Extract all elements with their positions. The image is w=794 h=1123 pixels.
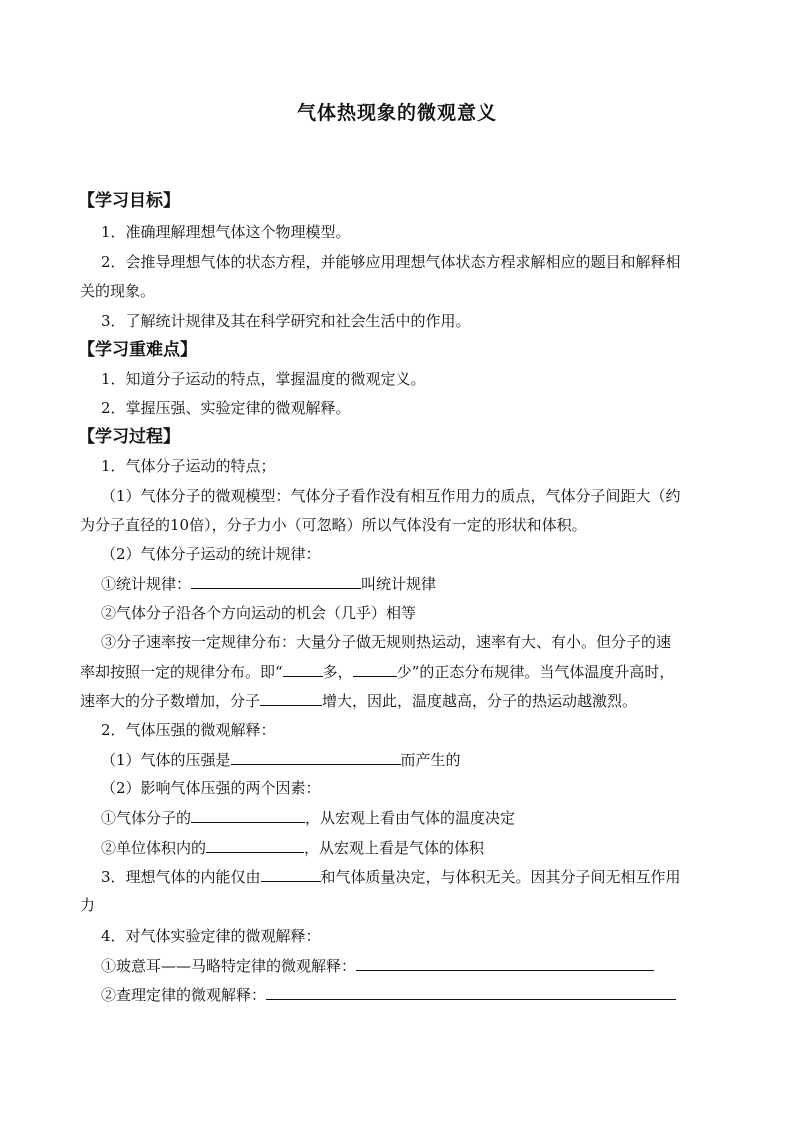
boyle-blank[interactable] xyxy=(356,955,654,971)
boyle-label: ①玻意耳——马略特定律的微观解释： xyxy=(101,957,357,975)
pressure-cause-line xyxy=(101,749,461,770)
speed-distribution-line-3 xyxy=(80,690,637,711)
process-2-2: （2）影响气体压强的两个因素： xyxy=(101,779,321,797)
factor-1-suffix: ，从宏观上看由气体的温度决定 xyxy=(305,809,516,827)
speed-text-c: 少”的正态分布规律。当气体温度升高时， xyxy=(396,663,675,681)
equal-chance-line: ②气体分子沿各个方向运动的机会（几乎）相等 xyxy=(101,604,417,622)
statistic-law-line xyxy=(101,573,436,594)
speed-blank-1[interactable] xyxy=(283,661,323,677)
factor-2-label: ②单位体积内的 xyxy=(101,839,207,857)
speed-blank-3[interactable] xyxy=(260,690,322,706)
factor-1-line xyxy=(101,807,515,828)
process-heading: 【学习过程】 xyxy=(78,427,180,447)
goals-heading: 【学习目标】 xyxy=(78,191,180,211)
pressure-cause-blank[interactable] xyxy=(231,749,401,765)
statistic-law-label: ①统计规律： xyxy=(101,575,192,593)
process-1-1-line-1: （1）气体分子的微观模型：气体分子看作没有相互作用力的质点，气体分子间距大（约 xyxy=(101,487,681,505)
process-3-line-2: 力 xyxy=(80,896,96,914)
key-point-2: 2．掌握压强、实验定律的微观解释。 xyxy=(101,399,351,417)
speed-text-a: 率却按照一定的规律分布。即“ xyxy=(80,663,283,681)
statistic-law-suffix: 叫统计规律 xyxy=(361,575,437,593)
internal-energy-suffix: 和气体质量决定，与体积无关。因其分子间无相互作用 xyxy=(320,868,681,886)
charles-blank[interactable] xyxy=(266,984,676,1000)
speed-blank-2[interactable] xyxy=(353,661,397,677)
factor-1-blank[interactable] xyxy=(191,807,305,823)
goal-1: 1．准确理解理想气体这个物理模型。 xyxy=(101,223,351,241)
speed-text-d: 速率大的分子数增加，分子 xyxy=(80,692,261,710)
process-4: 4．对气体实验定律的微观解释： xyxy=(101,927,321,945)
factor-1-label: ①气体分子的 xyxy=(101,809,192,827)
process-3-line-1 xyxy=(101,866,681,887)
goal-2-line-2: 关的现象。 xyxy=(80,282,156,300)
factor-2-suffix: ，从宏观上看是气体的体积 xyxy=(304,839,485,857)
key-point-1: 1．知道分子运动的特点，掌握温度的微观定义。 xyxy=(101,370,426,388)
pressure-cause-label: （1）气体的压强是 xyxy=(101,751,231,769)
goal-3: 3．了解统计规律及其在科学研究和社会生活中的作用。 xyxy=(101,312,471,330)
process-1-2: （2）气体分子运动的统计规律： xyxy=(101,545,321,563)
process-2: 2．气体压强的微观解释： xyxy=(101,721,276,739)
internal-energy-label: 3．理想气体的内能仅由 xyxy=(101,868,261,886)
factor-2-line xyxy=(101,837,484,858)
speed-text-e: 增大，因此，温度越高，分子的热运动越激烈。 xyxy=(322,692,638,710)
speed-text-b: 多， xyxy=(322,663,353,681)
factor-2-blank[interactable] xyxy=(206,837,304,853)
pressure-cause-suffix: 而产生的 xyxy=(400,751,461,769)
speed-distribution-line-1: ③分子速率按一定规律分布：大量分子做无规则热运动，速率有大、有小。但分子的速 xyxy=(101,633,672,651)
key-points-heading: 【学习重难点】 xyxy=(78,340,197,360)
internal-energy-blank[interactable] xyxy=(261,866,321,882)
charles-line xyxy=(101,984,676,1005)
speed-distribution-line-2 xyxy=(80,661,674,682)
process-1-1-line-2: 为分子直径的10倍），分子力小（可忽略）所以气体没有一定的形状和体积。 xyxy=(80,516,587,534)
process-1: 1．气体分子运动的特点； xyxy=(101,457,276,475)
boyle-line xyxy=(101,955,654,976)
charles-label: ②查理定律的微观解释： xyxy=(101,986,267,1004)
statistic-law-blank[interactable] xyxy=(191,573,361,589)
page-title: 气体热现象的微观意义 xyxy=(296,102,497,124)
goal-2-line-1: 2．会推导理想气体的状态方程，并能够应用理想气体状态方程求解相应的题目和解释相 xyxy=(101,253,681,271)
